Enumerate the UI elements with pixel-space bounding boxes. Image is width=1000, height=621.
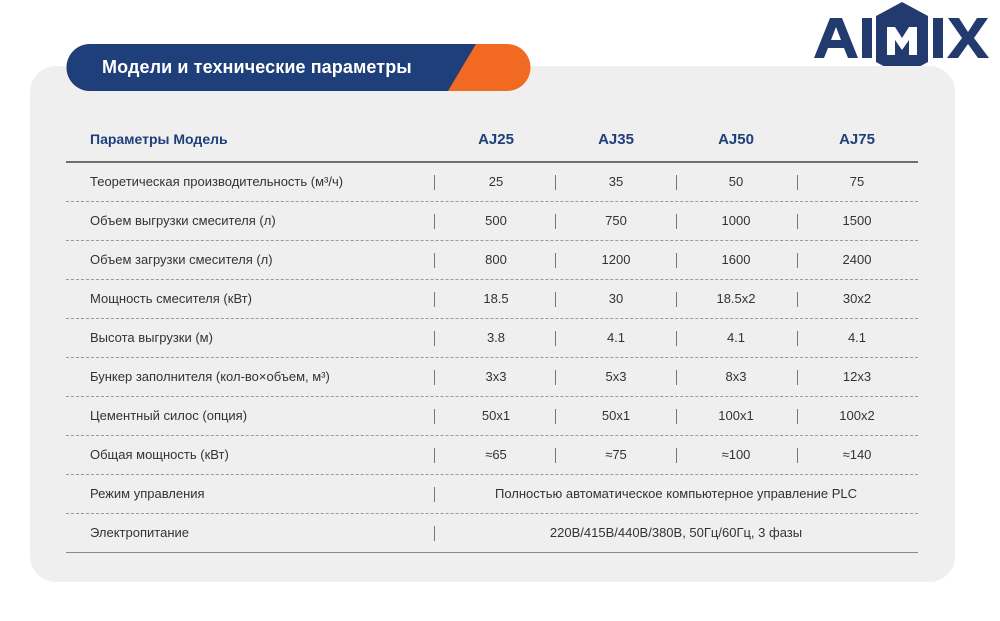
- column-separator: [555, 409, 556, 424]
- row-value-merged: 220В/415В/440В/380В, 50Гц/60Гц, 3 фазы: [549, 525, 803, 540]
- column-separator: [434, 409, 435, 424]
- column-separator: [555, 331, 556, 346]
- table-row: [66, 514, 918, 553]
- row-value: 25: [488, 174, 504, 189]
- row-label: Объем загрузки смесителя (л): [90, 252, 273, 267]
- row-value: 30: [608, 291, 624, 306]
- row-label: Теоретическая производительность (м³/ч): [90, 174, 344, 189]
- column-separator: [676, 292, 677, 307]
- column-separator: [797, 370, 798, 385]
- section-banner: [66, 44, 534, 91]
- row-value: 2400: [842, 252, 872, 267]
- header-label: Параметры Модель: [90, 131, 228, 147]
- row-value: ≈75: [605, 447, 627, 462]
- row-value: 1200: [601, 252, 631, 267]
- row-value: 5x3: [605, 369, 627, 384]
- row-label: Общая мощность (кВт): [90, 447, 229, 462]
- column-separator: [555, 175, 556, 190]
- model-header: AJ25: [478, 131, 514, 148]
- table-row: [66, 241, 918, 280]
- row-value: 4.1: [726, 330, 746, 345]
- column-separator: [434, 292, 435, 307]
- row-value: 1600: [721, 252, 751, 267]
- table-header: [66, 118, 918, 163]
- column-separator: [555, 253, 556, 268]
- column-separator: [676, 214, 677, 229]
- row-label: Высота выгрузки (м): [90, 330, 213, 345]
- section-title: Модели и технические параметры: [102, 57, 412, 77]
- row-value: ≈100: [721, 447, 751, 462]
- table-row: [66, 163, 918, 202]
- column-separator: [797, 409, 798, 424]
- model-header: AJ35: [598, 131, 634, 148]
- column-separator: [434, 253, 435, 268]
- table-row: [66, 475, 918, 514]
- row-value: 1500: [842, 213, 872, 228]
- column-separator: [676, 409, 677, 424]
- row-value: ≈140: [842, 447, 872, 462]
- row-label: Цементный силос (опция): [90, 408, 248, 423]
- column-separator: [676, 448, 677, 463]
- column-separator: [555, 292, 556, 307]
- row-value: 4.1: [847, 330, 867, 345]
- row-value: ≈65: [485, 447, 507, 462]
- column-separator: [434, 331, 435, 346]
- row-value: 100x1: [718, 408, 754, 423]
- column-separator: [434, 487, 435, 502]
- row-label: Объем выгрузки смесителя (л): [90, 213, 276, 228]
- column-separator: [555, 448, 556, 463]
- table-body: [66, 163, 918, 553]
- row-value: 18.5x2: [716, 291, 756, 306]
- column-separator: [434, 370, 435, 385]
- row-value: 4.1: [606, 330, 626, 345]
- column-separator: [676, 331, 677, 346]
- column-separator: [797, 292, 798, 307]
- row-label: Электропитание: [90, 525, 189, 540]
- row-value: 50x1: [601, 408, 631, 423]
- specifications-table: [66, 118, 918, 553]
- model-header: AJ75: [839, 131, 875, 148]
- column-separator: [555, 370, 556, 385]
- table-row: [66, 319, 918, 358]
- column-separator: [555, 214, 556, 229]
- column-separator: [676, 253, 677, 268]
- table-row: [66, 280, 918, 319]
- column-separator: [797, 448, 798, 463]
- column-separator: [797, 175, 798, 190]
- row-value: 800: [485, 252, 507, 267]
- row-value: 100x2: [839, 408, 875, 423]
- model-header: AJ50: [718, 131, 754, 148]
- row-label: Режим управления: [90, 486, 205, 501]
- table-row: [66, 202, 918, 241]
- row-value: 50x1: [481, 408, 511, 423]
- row-value: 18.5: [483, 291, 509, 306]
- column-separator: [434, 526, 435, 541]
- table-row: [66, 358, 918, 397]
- row-value: 50: [728, 174, 744, 189]
- row-value: 3x3: [485, 369, 507, 384]
- column-separator: [676, 370, 677, 385]
- row-value: 500: [485, 213, 507, 228]
- row-value: 3.8: [486, 330, 506, 345]
- column-separator: [797, 214, 798, 229]
- column-separator: [676, 175, 677, 190]
- row-label: Бункер заполнителя (кол-во×объем, м³): [90, 369, 330, 384]
- table-row: [66, 436, 918, 475]
- row-value: 75: [849, 174, 865, 189]
- row-value: 8x3: [725, 369, 747, 384]
- row-value-merged: Полностью автоматическое компьютерное управление PLC: [494, 486, 858, 501]
- column-separator: [797, 253, 798, 268]
- table-row: [66, 397, 918, 436]
- row-label: Мощность смесителя (кВт): [90, 291, 252, 306]
- column-separator: [797, 331, 798, 346]
- row-value: 30x2: [842, 291, 872, 306]
- row-value: 35: [608, 174, 624, 189]
- column-separator: [434, 448, 435, 463]
- column-separator: [434, 175, 435, 190]
- column-separator: [434, 214, 435, 229]
- row-value: 1000: [721, 213, 751, 228]
- row-value: 750: [605, 213, 627, 228]
- row-value: 12x3: [842, 369, 872, 384]
